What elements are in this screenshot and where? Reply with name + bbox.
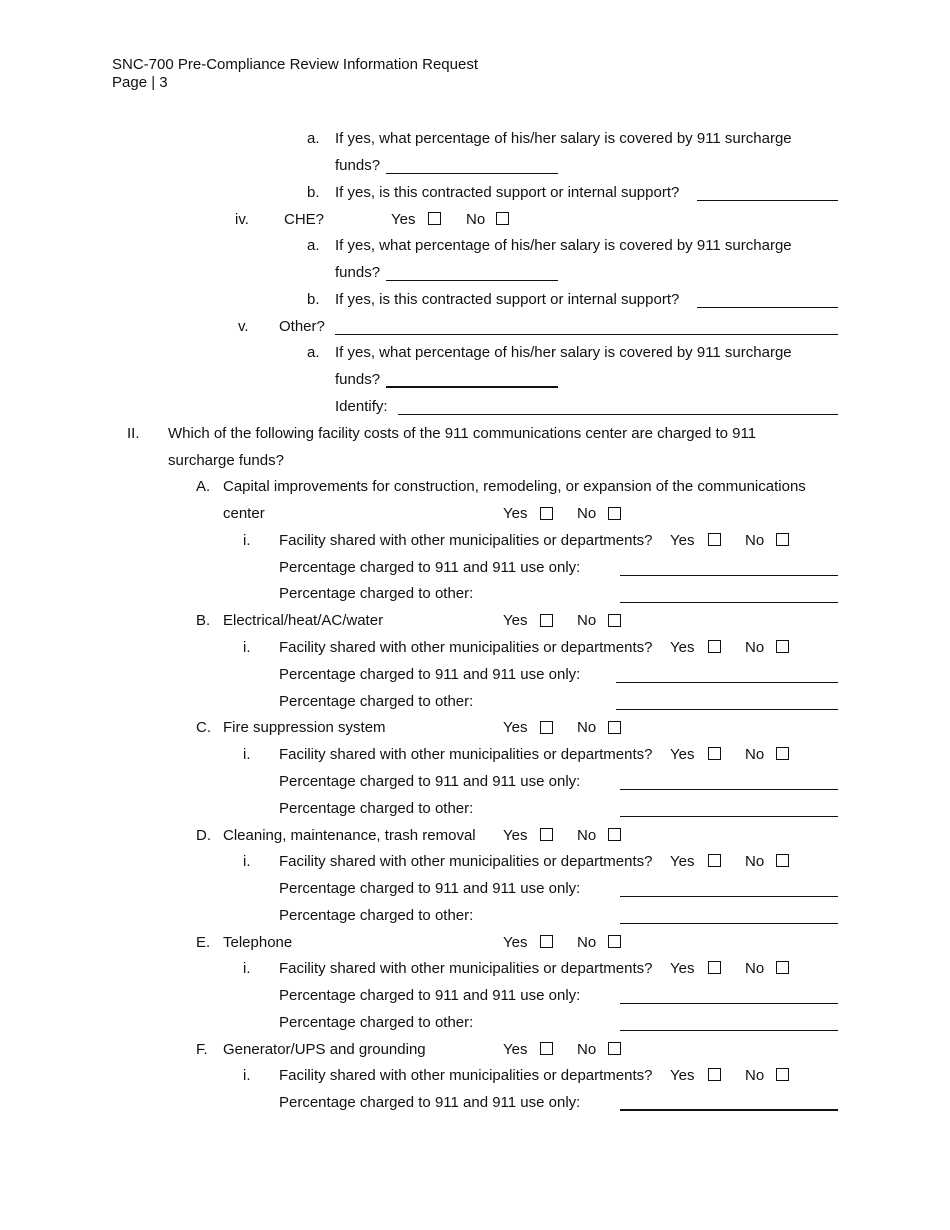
cost-letter: A. [196,478,211,495]
sub-item-number: i. [243,639,251,656]
item-letter: a. [307,344,320,361]
no-label: No [577,612,597,629]
cost-label: Capital improvements for construction, remodeling, or expansion of the communications [223,478,806,495]
telephone-percent-911-input-line[interactable] [620,1003,838,1004]
fire-suppression-percent-911-input-line[interactable] [620,789,838,790]
shared-question: Facility shared with other municipalities or departments? [279,960,653,977]
cost-label: Cleaning, maintenance, trash removal [223,827,476,844]
no-label: No [745,639,765,656]
item-letter: b. [307,291,320,308]
yes-label: Yes [503,612,528,629]
question-text: If yes, what percentage of his/her salary is covered by 911 surcharge [335,130,792,147]
percent-911-label: Percentage charged to 911 and 911 use only: [279,1094,581,1111]
electrical-shared-yes-checkbox[interactable] [708,640,721,653]
no-label: No [745,853,765,870]
section-question: surcharge funds? [168,452,284,469]
percent-911-label: Percentage charged to 911 and 911 use only: [279,880,581,897]
che-salary-percent-input-line[interactable] [386,280,558,281]
electrical-yes-checkbox[interactable] [540,614,553,627]
percent-911-label: Percentage charged to 911 and 911 use only: [279,987,581,1004]
cost-label: center [223,505,265,522]
cleaning-shared-no-checkbox[interactable] [776,854,789,867]
no-label: No [577,505,597,522]
cost-label: Generator/UPS and grounding [223,1041,426,1058]
identify-label: Identify: [335,398,388,415]
capital-shared-no-checkbox[interactable] [776,533,789,546]
fire-suppression-shared-no-checkbox[interactable] [776,747,789,760]
question-text: funds? [335,371,381,388]
item-letter: b. [307,184,320,201]
percent-other-label: Percentage charged to other: [279,585,474,602]
item-number: v. [238,318,249,335]
support-type-input-line[interactable] [697,200,838,201]
page-number: Page | 3 [112,74,168,91]
fire-suppression-no-checkbox[interactable] [608,721,621,734]
capital-percent-other-input-line[interactable] [620,602,838,603]
no-label: No [466,211,486,228]
sub-item-number: i. [243,853,251,870]
percent-911-label: Percentage charged to 911 and 911 use only: [279,666,581,683]
generator-percent-911-input-line[interactable] [620,1109,838,1111]
item-label: CHE? [284,211,325,228]
capital-no-checkbox[interactable] [608,507,621,520]
no-label: No [577,1041,597,1058]
cost-letter: B. [196,612,211,629]
electrical-percent-911-input-line[interactable] [616,682,838,683]
telephone-percent-other-input-line[interactable] [620,1030,838,1031]
section-question: Which of the following facility costs of the 911 communications center are charged to 911 [168,425,757,442]
other-input-line[interactable] [335,334,838,335]
percent-other-label: Percentage charged to other: [279,800,474,817]
question-text: funds? [335,264,381,281]
cost-label: Fire suppression system [223,719,386,736]
no-label: No [745,746,765,763]
fire-suppression-percent-other-input-line[interactable] [620,816,838,817]
cost-label: Telephone [223,934,293,951]
yes-label: Yes [503,719,528,736]
salary-percent-input-line[interactable] [386,173,558,174]
question-text: If yes, what percentage of his/her salary is covered by 911 surcharge [335,237,792,254]
cost-letter: E. [196,934,211,951]
electrical-no-checkbox[interactable] [608,614,621,627]
yes-label: Yes [670,746,695,763]
identify-input-line[interactable] [398,414,838,415]
fire-suppression-yes-checkbox[interactable] [540,721,553,734]
shared-question: Facility shared with other municipalities or departments? [279,639,653,656]
percent-other-label: Percentage charged to other: [279,693,474,710]
question-text: If yes, what percentage of his/her salary is covered by 911 surcharge [335,344,792,361]
cost-label: Electrical/heat/AC/water [223,612,384,629]
question-text: If yes, is this contracted support or internal support? [335,184,680,201]
cleaning-percent-other-input-line[interactable] [620,923,838,924]
no-label: No [745,1067,765,1084]
question-text: funds? [335,157,381,174]
capital-shared-yes-checkbox[interactable] [708,533,721,546]
che-yes-checkbox[interactable] [428,212,441,225]
electrical-percent-other-input-line[interactable] [616,709,838,710]
generator-shared-no-checkbox[interactable] [776,1068,789,1081]
sub-item-number: i. [243,532,251,549]
question-text: If yes, is this contracted support or internal support? [335,291,680,308]
sub-item-number: i. [243,746,251,763]
percent-other-label: Percentage charged to other: [279,907,474,924]
item-letter: a. [307,130,320,147]
item-letter: a. [307,237,320,254]
yes-label: Yes [670,1067,695,1084]
cleaning-shared-yes-checkbox[interactable] [708,854,721,867]
cleaning-percent-911-input-line[interactable] [620,896,838,897]
generator-yes-checkbox[interactable] [540,1042,553,1055]
shared-question: Facility shared with other municipalities or departments? [279,532,653,549]
item-number: iv. [235,211,249,228]
shared-question: Facility shared with other municipalities or departments? [279,746,653,763]
capital-yes-checkbox[interactable] [540,507,553,520]
no-label: No [745,960,765,977]
generator-no-checkbox[interactable] [608,1042,621,1055]
item-label: Other? [279,318,325,335]
yes-label: Yes [670,639,695,656]
sub-item-number: i. [243,960,251,977]
cost-letter: C. [196,719,211,736]
cleaning-no-checkbox[interactable] [608,828,621,841]
generator-shared-yes-checkbox[interactable] [708,1068,721,1081]
no-label: No [577,719,597,736]
other-salary-percent-input-line[interactable] [386,386,558,388]
capital-percent-911-input-line[interactable] [620,575,838,576]
electrical-shared-no-checkbox[interactable] [776,640,789,653]
yes-label: Yes [670,853,695,870]
sub-item-number: i. [243,1067,251,1084]
yes-label: Yes [503,934,528,951]
no-label: No [745,532,765,549]
telephone-shared-yes-checkbox[interactable] [708,961,721,974]
no-label: No [577,827,597,844]
shared-question: Facility shared with other municipalities or departments? [279,1067,653,1084]
cost-letter: F. [196,1041,208,1058]
percent-911-label: Percentage charged to 911 and 911 use only: [279,773,581,790]
telephone-no-checkbox[interactable] [608,935,621,948]
percent-other-label: Percentage charged to other: [279,1014,474,1031]
yes-label: Yes [503,505,528,522]
cost-letter: D. [196,827,211,844]
che-support-type-input-line[interactable] [697,307,838,308]
yes-label: Yes [670,960,695,977]
shared-question: Facility shared with other municipalities or departments? [279,853,653,870]
yes-label: Yes [670,532,695,549]
fire-suppression-shared-yes-checkbox[interactable] [708,747,721,760]
percent-911-label: Percentage charged to 911 and 911 use only: [279,559,581,576]
yes-label: Yes [503,827,528,844]
document-title: SNC-700 Pre-Compliance Review Information Request [112,56,478,73]
yes-label: Yes [503,1041,528,1058]
no-label: No [577,934,597,951]
che-no-checkbox[interactable] [496,212,509,225]
yes-label: Yes [391,211,416,228]
telephone-shared-no-checkbox[interactable] [776,961,789,974]
cleaning-yes-checkbox[interactable] [540,828,553,841]
section-number: II. [127,425,140,442]
telephone-yes-checkbox[interactable] [540,935,553,948]
